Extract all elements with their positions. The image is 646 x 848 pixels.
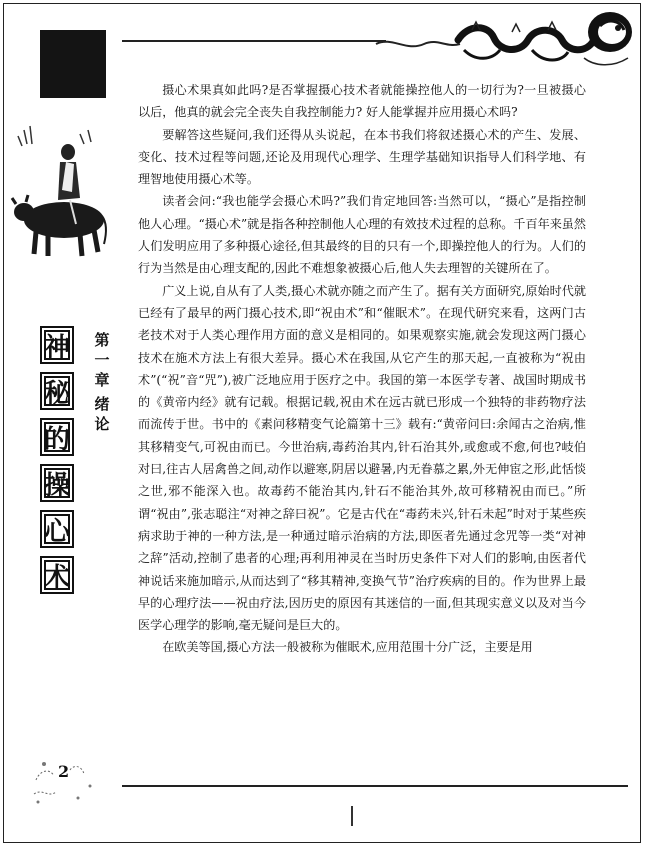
header-rule <box>122 40 386 42</box>
book-title-char: 操 <box>40 464 74 502</box>
chapter-number-char: 一 <box>94 351 110 369</box>
chapter-number-char: 第 <box>94 331 110 349</box>
paragraph: 广义上说,自从有了人类,摄心术就亦随之而产生了。据有关方面研究,原始时代就已经有了最早的两门摄心技术,即“祝由术”和“催眠术”。在现代研究来看，这两门古老技术对于人类心理作用方面的意义是相同的。如果观察实施,就会发现这两门摄心技术在施术方法上有很大差异。摄心术在我国,从它产生的那天起,一直被称为“祝由术”(“祝”音“咒”),被广泛地应用于医疗之中。我国的第一本医学专著、战国时期成书的《黄帝内经》就有记载。根据记载,祝由术在远古就已形成一个独特的非药物疗法而流传于世。书中的《素问移精变气论篇第十三》载有:“黄帝问曰:余闻古之治病,惟其移精变气,可祝由而已。今世治病,毒药治其内,针石治其外,或愈或不愈,何也?岐伯对曰,往古人居禽兽之间,动作以避寒,阴居以避暑,内无眷慕之累,外无伸宦之形,此恬惔之世,邪不能深入也。故毒药不能治其内,针石不能治其外,故可移精祝由而已。”所谓“祝由”,张志聪注“对神之辞曰祝”。它是古代在“毒药未兴,针石未起”时对于某些疾病求助于神的一种方法,是一种通过暗示治病的方法,即医者先通过念咒等一类“对神之辞”活动,控制了患者的心理;再利用神灵在当时历史条件下对人们的影响,由医者代神说话来施加暗示,从而达到了“移其精神,变换气节”治疗疾病的目的。作为世界上最早的心理疗法——祝由疗法,因历史的原因有其迷信的一面,但其现实意义以及对当今医学心理学的影响,毫无疑问是巨大的。 <box>138 283 586 633</box>
paragraph: 在欧美等国,摄心方法一般被称为催眠术,应用范围十分广泛，主要是用 <box>162 640 533 655</box>
chapter-number-char: 章 <box>94 371 110 389</box>
chapter-number <box>92 330 112 390</box>
figure-on-ox-illustration-icon <box>10 120 110 260</box>
book-title-char: 术 <box>40 556 74 594</box>
book-title-char: 心 <box>40 510 74 548</box>
page-number: 2 <box>58 762 70 781</box>
footer-ornament-icon <box>30 750 110 810</box>
paragraph: 读者会问:“我也能学会摄心术吗?”我们肯定地回答:当然可以，“摄心”是指控制他人心理。“摄心术”就是指各种控制他人心理的有效技术过程的总称。千百年来虽然人们发明应用了多种摄心途径,但其最终的目的只有一个,即操控他人的行为。人们的行为当然是由心理支配的,因此不难想象被摄心后,他人失去理智的关键所在了。 <box>138 194 586 276</box>
paragraph: 摄心术果真如此吗?是否掌握摄心技术者就能操控他人的一切行为?一旦被摄心以后，他真的就会完全丧失自我控制能力? 好人能掌握并应用摄心术吗? <box>138 83 586 120</box>
book-title-vertical <box>40 326 76 594</box>
chapter-title-char: 论 <box>94 415 110 433</box>
bottom-tick-mark <box>351 806 353 826</box>
book-title-char: 神 <box>40 326 74 364</box>
book-title-char: 的 <box>40 418 74 456</box>
footer-rule <box>122 785 628 787</box>
body-text <box>138 79 586 659</box>
chapter-title <box>92 394 112 434</box>
book-title-char: 秘 <box>40 372 74 410</box>
paragraph: 要解答这些疑问,我们还得从头说起，在本书我们将叙述摄心术的产生、发展、变化、技术过程等问题,还论及用现代心理学、生理学基础知识指导人们科学地、有理智地使用摄心术等。 <box>138 127 586 187</box>
chapter-heading-vertical <box>92 330 112 434</box>
chapter-title-char: 绪 <box>94 395 110 413</box>
header-black-block <box>40 30 106 98</box>
dragon-ornament-icon <box>372 10 634 74</box>
